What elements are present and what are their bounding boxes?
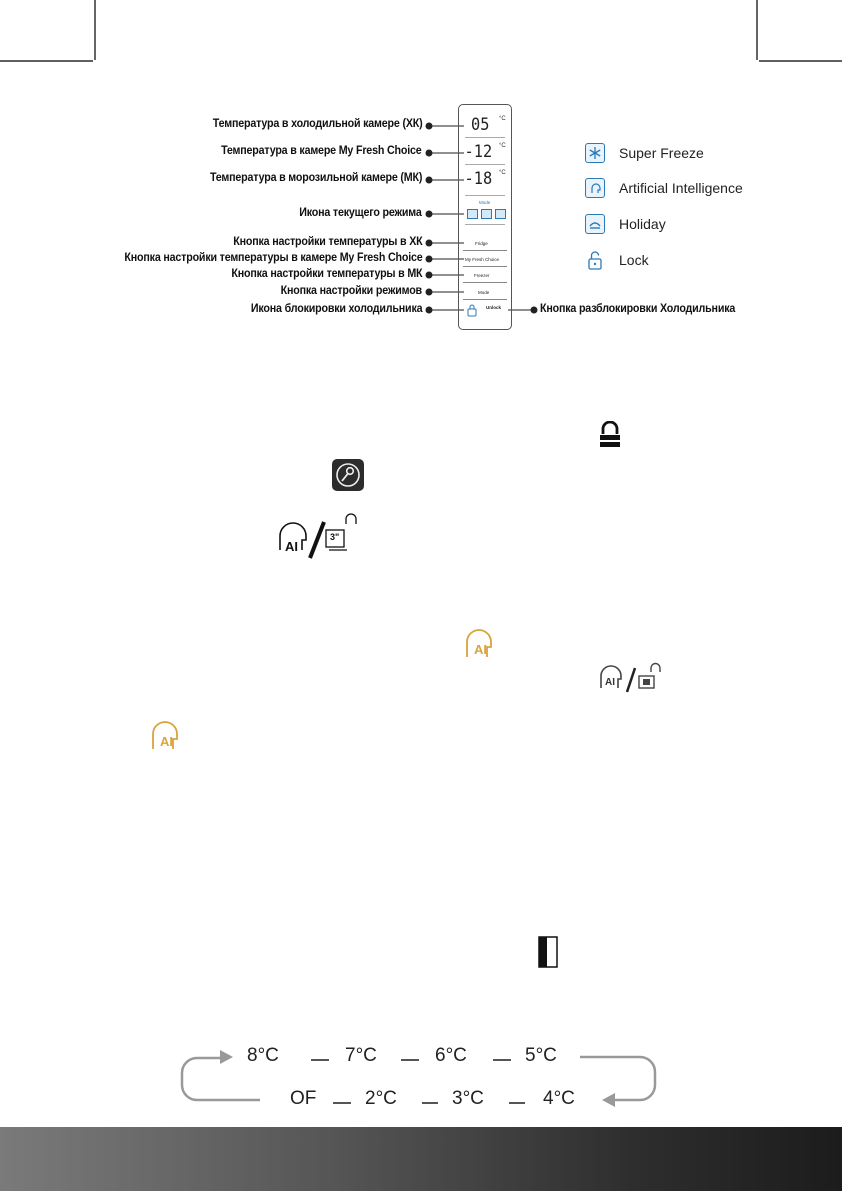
ai-timer-icon [272,510,362,560]
crop-marks [0,0,842,80]
padlock-icon [597,421,623,451]
holiday-icon [585,214,605,234]
legend-label-holiday: Holiday [619,216,666,232]
ai-lock-small-icon [597,660,669,694]
fresh-button[interactable]: My Fresh Choice [465,257,500,262]
fridge-deg-unit: °C [499,116,506,122]
cycle-value: 6°C [435,1045,467,1066]
key-icon [332,459,364,491]
label-lock-icon: Икона блокировки холодильника [250,303,422,315]
ai-gold-icon [462,624,498,662]
ai-gold-icon-2 [148,716,184,754]
label-unlock-button: Кнопка разблокировки Холодильника [540,303,736,315]
control-panel [458,104,512,330]
legend-label-lock: Lock [619,252,649,268]
ai-icon [585,178,605,198]
footer-band [0,1127,842,1191]
legend-lock [585,248,649,272]
mode-icons [467,209,506,219]
cycle-value: OF [290,1088,317,1109]
mode-button[interactable]: Mode [478,290,490,295]
snowflake-icon [585,143,605,163]
ai-lock-small-text: AI [605,677,615,688]
cycle-value: 4°C [543,1088,575,1109]
legend-label-ai: Artificial Intelligence [619,180,743,196]
cycle-value: 3°C [452,1088,484,1109]
label-mode-button: Кнопка настройки режимов [280,285,422,297]
cycle-value: 8°C [247,1045,279,1066]
label-fresh-button: Кнопка настройки температуры в камере My Fresh Choice [123,252,422,264]
fridge-temp-display: 05 [471,115,490,135]
fridge-button[interactable]: Fridge [475,241,488,246]
label-freezer-button: Кнопка настройки температуры в МК [230,268,422,280]
label-fridge-temp: Температура в холодильной камере (ХК) [212,118,422,130]
ai-icon-text: AI [285,539,298,554]
ai-gold-text-2: AI [160,734,173,749]
cycle-value: 7°C [345,1045,377,1066]
lock-icon [467,304,477,317]
cycle-value: 2°C [365,1088,397,1109]
freezer-button[interactable]: Freezer [474,273,490,278]
half-fill-icon [538,936,558,968]
ai-gold-text: AI [474,642,487,657]
lock-legend-icon [585,250,605,270]
label-freezer-temp: Температура в морозильной камере (МК) [209,172,422,184]
timer-icon-text: 3" [330,532,340,542]
legend-label-super-freeze: Super Freeze [619,145,704,161]
label-fridge-button: Кнопка настройки температуры в ХК [232,236,422,248]
fresh-temp-display: -12 [464,142,493,162]
cycle-value: 5°C [525,1045,557,1066]
label-fresh-temp: Температура в камере My Fresh Choice [221,145,422,157]
label-mode-icon: Икона текущего режима [299,207,422,219]
freezer-temp-display: -18 [464,169,493,189]
unlock-button[interactable]: Unlock [486,305,502,310]
legend-ai [585,176,743,200]
mode-caption: Mode [479,200,491,205]
legend-super-freeze [585,141,704,165]
freezer-deg-unit: °C [499,170,506,176]
legend-holiday [585,212,666,236]
fresh-deg-unit: °C [499,143,506,149]
